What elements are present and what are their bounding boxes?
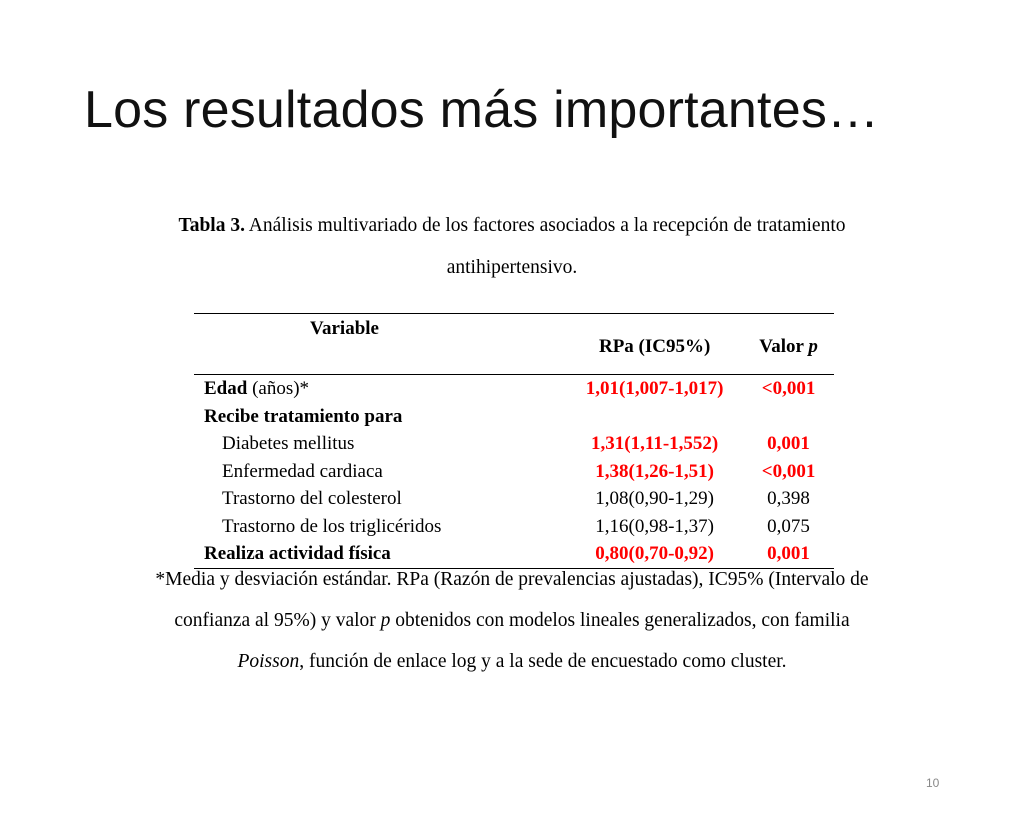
footnote-line1: *Media y desviación estándar. RPa (Razón de prevalencias ajustadas), IC95% (Intervalo de [155, 569, 869, 590]
row-p: <0,001 [761, 460, 816, 482]
row-rpa: 1,08(0,90-1,29) [595, 488, 715, 509]
row-label-bold: Edad [204, 378, 248, 399]
table-caption-line2: antihipertensivo. [446, 257, 578, 278]
table-row [194, 540, 834, 568]
header-p-italic: p [808, 336, 818, 357]
row-p: 0,001 [767, 433, 810, 454]
row-label: Trastorno del colesterol [222, 488, 402, 509]
row-p: <0,001 [761, 378, 816, 399]
table-row [194, 513, 834, 541]
header-p-value [743, 314, 834, 375]
row-label: Diabetes mellitus [222, 433, 355, 454]
footnote-line2-a: confianza al 95%) y valor [174, 610, 381, 631]
row-p [743, 403, 834, 431]
row-p: 0,398 [767, 488, 810, 509]
results-table [194, 313, 834, 569]
row-label [194, 375, 566, 403]
row-rpa [566, 403, 743, 431]
table-row [194, 485, 834, 513]
row-p: 0,075 [767, 515, 810, 537]
header-p-prefix: Valor [759, 336, 809, 357]
header-variable: Variable [310, 318, 379, 339]
table-row [194, 403, 834, 431]
footnote-line3 [60, 652, 964, 672]
footnote-line3-italic: Poisson [237, 651, 300, 672]
table-row [194, 458, 834, 486]
row-label: Realiza actividad física [204, 543, 391, 564]
row-section-label: Recibe tratamiento para [204, 405, 403, 427]
row-label: Enfermedad cardiaca [222, 460, 383, 482]
table-header-row [194, 314, 834, 375]
page-number: 10 [926, 776, 940, 790]
row-label-rest: (años)* [247, 378, 310, 399]
row-p: 0,001 [767, 543, 810, 564]
table-caption-text: Análisis multivariado de los factores asociados a la recepción de tratamiento [244, 215, 846, 236]
row-rpa: 1,38(1,26-1,51) [595, 460, 715, 482]
footnote-line3-b: , función de enlace log y a la sede de encuestado como cluster. [299, 651, 787, 672]
row-rpa: 1,01(1,007-1,017) [585, 378, 724, 399]
row-rpa: 0,80(0,70-0,92) [595, 543, 715, 564]
header-rpa: RPa (IC95%) [598, 336, 711, 357]
footnote-line2-italic: p [380, 610, 391, 631]
table-caption-label: Tabla 3. [178, 215, 245, 236]
row-rpa: 1,31(1,11-1,552) [591, 433, 719, 454]
table-caption-line1 [60, 216, 964, 236]
row-label: Trastorno de los triglicéridos [222, 515, 442, 537]
slide-title: Los resultados más importantes… [84, 81, 880, 139]
footnote-line2 [60, 611, 964, 631]
table-row [194, 375, 834, 403]
table-row [194, 430, 834, 458]
footnote-line2-b: obtenidos con modelos lineales generalizados, con familia [390, 610, 850, 631]
row-rpa: 1,16(0,98-1,37) [595, 515, 715, 537]
